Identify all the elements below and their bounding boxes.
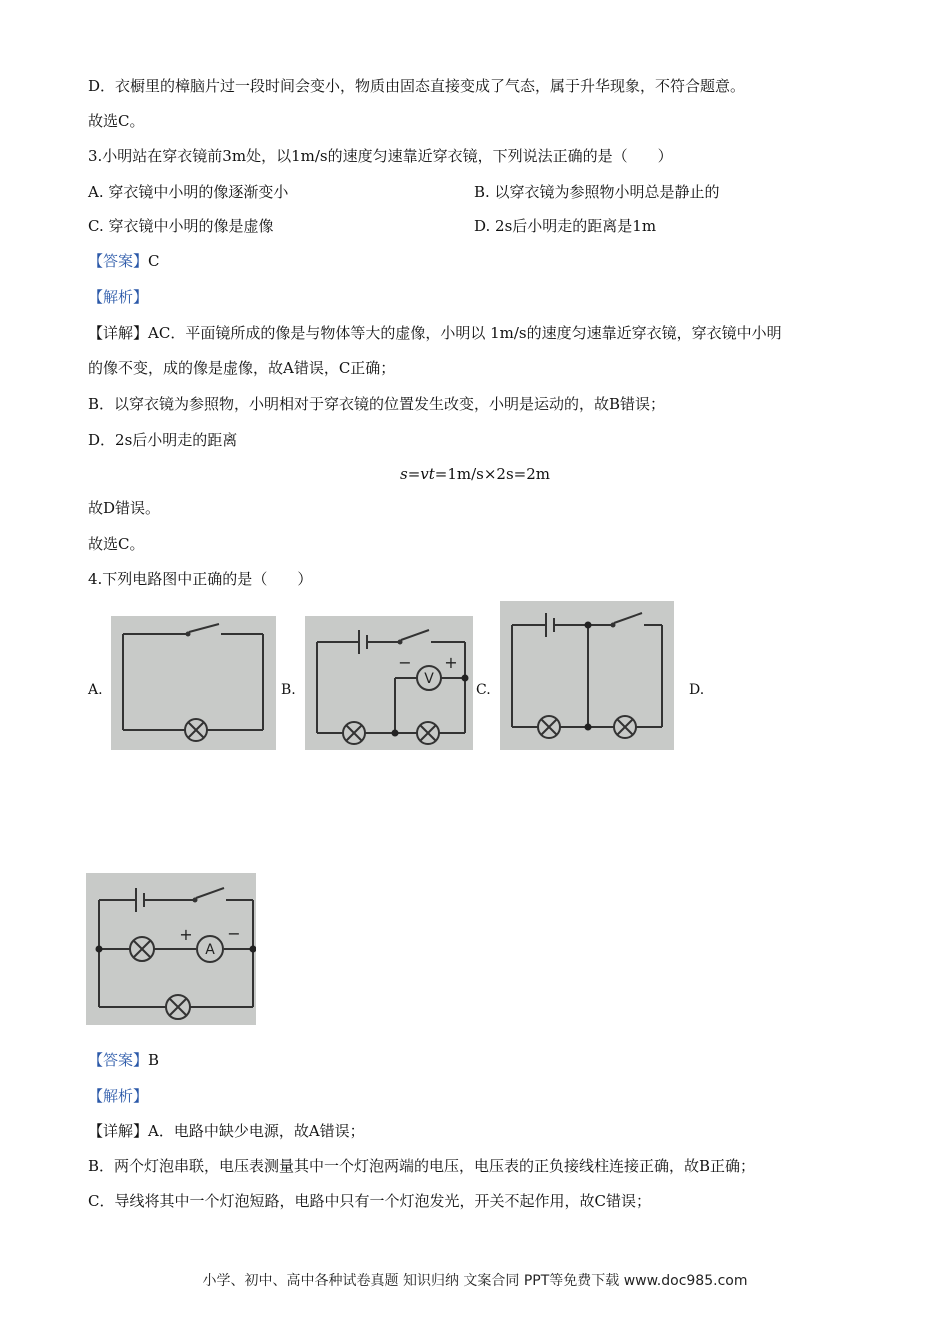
choose-c-line-2: 故选C。 <box>88 535 145 553</box>
ammeter-minus: − <box>227 924 241 943</box>
q4-detail-3: C．导线将其中一个灯泡短路，电路中只有一个灯泡发光，开关不起作用，故C错误； <box>88 1192 651 1210</box>
q4-label-a: A. <box>88 682 103 698</box>
circuit-diagram-b <box>305 616 473 750</box>
question-4: 4.下列电路图中正确的是（ ） <box>88 570 313 588</box>
circuit-diagram-c <box>500 601 674 750</box>
detail-tag: 【详解】 <box>88 1122 149 1140</box>
formula-s: s <box>399 465 408 483</box>
q4-label-b: B. <box>281 682 296 698</box>
formula-vt: vt <box>420 465 435 483</box>
q4-answer <box>88 1050 159 1070</box>
answer-tag: 【答案】 <box>88 252 149 270</box>
detail-text: A．电路中缺少电源，故A错误； <box>148 1122 365 1140</box>
q4-label-c: C. <box>476 682 491 698</box>
q3-analysis-tag: 【解析】 <box>88 288 149 306</box>
q3-option-b: B. 以穿衣镜为参照物小明总是静止的 <box>474 183 720 201</box>
q3-option-d: D. 2s后小明走的距离是1m <box>474 217 657 235</box>
q4-detail-2: B．两个灯泡串联，电压表测量其中一个灯泡两端的电压，电压表的正负接线柱连接正确，故B正确； <box>88 1157 756 1175</box>
q3-detail-4: D．2s后小明走的距离 <box>88 431 238 449</box>
q3-d-wrong: 故D错误。 <box>88 499 161 517</box>
q4-label-d: D. <box>689 682 705 698</box>
choose-c-line: 故选C。 <box>88 112 145 130</box>
circuit-diagram-a <box>111 616 276 750</box>
detail-text: AC．平面镜所成的像是与物体等大的虚像，小明以 1m/s的速度匀速靠近穿衣镜，穿衣镜中小明 <box>148 324 782 342</box>
ammeter-plus: + <box>179 925 193 944</box>
q4-analysis-tag: 【解析】 <box>88 1087 149 1105</box>
voltmeter-plus: + <box>444 653 458 672</box>
page-footer: 小学、初中、高中各种试卷真题 知识归纳 文案合同 PPT等免费下载 www.doc985.com <box>202 1273 748 1289</box>
option-d-previous: D．衣橱里的樟脑片过一段时间会变小，物质由固态直接变成了气态，属于升华现象，不符合题意。 <box>88 77 746 95</box>
answer-tag: 【答案】 <box>88 1051 149 1069</box>
ammeter-symbol: A <box>205 942 215 958</box>
detail-tag: 【详解】 <box>88 324 149 342</box>
circuit-diagram-d <box>86 873 256 1025</box>
voltmeter-minus: − <box>398 653 412 672</box>
voltmeter-symbol: V <box>424 671 434 687</box>
q3-option-c: C. 穿衣镜中小明的像是虚像 <box>88 217 274 235</box>
answer-value: B <box>148 1051 160 1069</box>
q3-detail-3: B．以穿衣镜为参照物，小明相对于穿衣镜的位置发生改变，小明是运动的，故B错误； <box>88 395 666 413</box>
formula-rest: =1m/s×2s=2m <box>434 465 551 483</box>
answer-value: C <box>148 252 160 270</box>
q3-option-a: A. 穿衣镜中小明的像逐渐变小 <box>88 183 289 201</box>
q3-detail-1 <box>88 323 782 343</box>
q4-detail-1 <box>88 1121 365 1141</box>
formula-eq: = <box>407 465 421 483</box>
question-3: 3.小明站在穿衣镜前3m处，以1m/s的速度匀速靠近穿衣镜，下列说法正确的是（ ） <box>88 147 673 165</box>
q3-answer <box>88 251 160 271</box>
q3-formula <box>0 464 950 484</box>
q3-detail-2: 的像不变，成的像是虚像，故A错误，C正确； <box>88 359 396 377</box>
